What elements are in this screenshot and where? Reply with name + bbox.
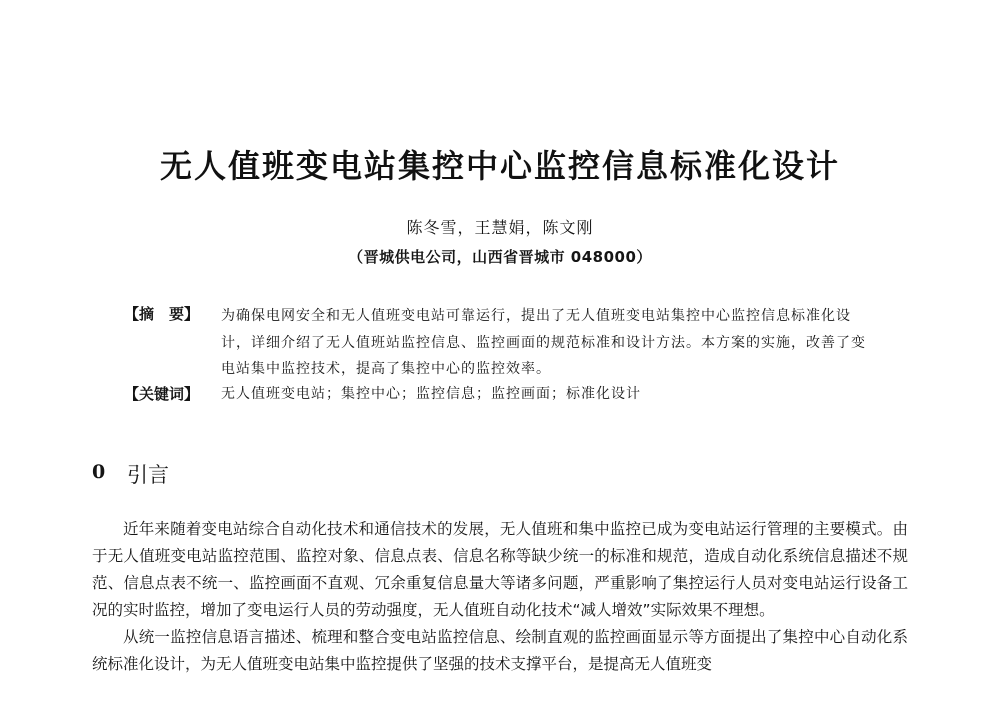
abstract-label: 【摘 要】 <box>124 305 200 323</box>
keywords-label: 【关键词】 <box>124 385 200 403</box>
keywords-text: 无人值班变电站；集控中心；监控信息；监控画面；标准化设计 <box>221 386 641 402</box>
section-number: 0 <box>92 461 106 483</box>
abstract-text: 为确保电网安全和无人值班变电站可靠运行，提出了无人值班变电站集控中心监控信息标准化设计，详细介绍了无人值班站监控信息、监控画面的规范标准和设计方法。本方案的实施，改善了变电站集中监控技术，提高了集控中心的监控效率。 <box>221 308 866 377</box>
author-list: 陈冬雪，王慧娟，陈文刚 <box>406 218 594 237</box>
paper-title: 无人值班变电站集控中心监控信息标准化设计 <box>159 147 840 185</box>
body-text <box>92 516 908 678</box>
body-paragraph: 从统一监控信息语言描述、梳理和整合变电站监控信息、绘制直观的监控画面显示等方面提出了集控中心自动化系统标准化设计，为无人值班变电站集中监控提供了坚强的技术支撑平台，是提高无人值班变 <box>92 628 908 673</box>
section-title: 引言 <box>127 463 169 487</box>
affiliation: （晋城供电公司，山西省晋城市 048000） <box>348 248 652 266</box>
body-paragraph: 近年来随着变电站综合自动化技术和通信技术的发展，无人值班和集中监控已成为变电站运行管理的主要模式。由于无人值班变电站监控范围、监控对象、信息点表、信息名称等缺少统一的标准和规范，造成自动化系统信息描述不规范、信息点表不统一、监控画面不直观、冗余重复信息量大等诸多问题，严重影响了集控运行人员对变电站运行设备工况的实时监控，增加了变电运行人员的劳动强度，无人值班自动化技术“减人增效”实际效果不理想。 <box>92 520 908 619</box>
